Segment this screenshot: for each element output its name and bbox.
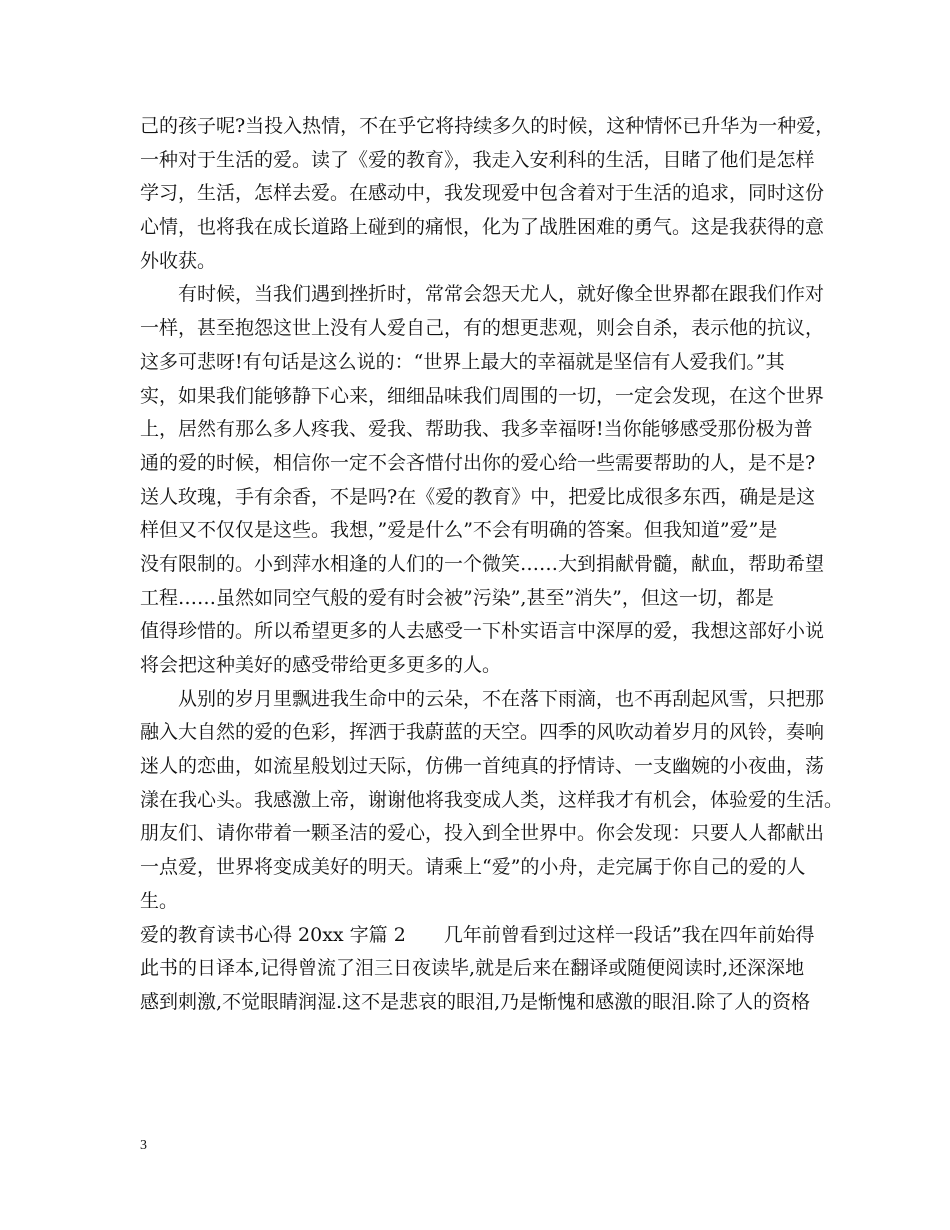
- text-line: 工程……虽然如同空气般的爱有时会被”污染”,甚至”消失”，但这一切，都是: [140, 586, 774, 609]
- text-line: 朋友们、请你带着一颗圣洁的爱心，投入到全世界中。你会发现：只要人人都献出: [140, 822, 825, 845]
- text-line: 外收获。: [140, 249, 217, 272]
- text-line: 感到刺激,不觉眼睛润湿.这不是悲哀的眼泪,乃是惭愧和感激的眼泪.除了人的资格: [140, 990, 811, 1013]
- text-line: 一种对于生活的爱。读了《爱的教育》，我走入安利科的生活，目睹了他们是怎样: [140, 148, 815, 171]
- text-line: 爱的教育读书心得 20xx 字篇 2 几年前曾看到过这样一段话”我在四年前始得: [140, 923, 815, 946]
- text-line: 实，如果我们能够静下心来，细细品味我们周围的一切，一定会发现，在这个世界: [140, 384, 825, 407]
- text-line: 将会把这种美好的感受带给更多更多的人。: [140, 654, 502, 676]
- text-line: 有时候，当我们遇到挫折时，常常会怨天尤人，就好像全世界都在跟我们作对: [140, 283, 825, 306]
- text-line: 一样，甚至抱怨这世上没有人爱自己，有的想更悲观，则会自杀，表示他的抗议，: [140, 317, 825, 340]
- page-number: 3: [140, 1138, 147, 1153]
- text-line: 融入大自然的爱的色彩，挥洒于我蔚蓝的天空。四季的风吹动着岁月的风铃，奏响: [140, 721, 825, 744]
- text-line: 从别的岁月里飘进我生命中的云朵，不在落下雨滴，也不再刮起风雪，只把那: [140, 687, 825, 710]
- text-line: 通的爱的时候，相信你一定不会吝惜付出你的爱心给一些需要帮助的人，是不是?: [140, 451, 816, 474]
- text-line: 值得珍惜的。所以希望更多的人去感受一下朴实语言中深厚的爱，我想这部好小说: [140, 620, 825, 643]
- text-line: 生。: [140, 889, 179, 912]
- text-line: 上，居然有那么多人疼我、爱我、帮助我、我多幸福呀!当你能够感受那份极为普: [140, 418, 813, 441]
- text-line: 己的孩子呢?当投入热情，不在乎它将持续多久的时候，这种情怀已升华为一种爱，: [140, 115, 835, 137]
- text-line: 学习，生活，怎样去爱。在感动中，我发现爱中包含着对于生活的追求，同时这份: [140, 182, 825, 205]
- text-line: 样但又不仅仅是这些。我想，”爱是什么”不会有明确的答案。但我知道”爱”是: [140, 519, 778, 542]
- text-line: 一点爱，世界将变成美好的明天。请乘上“爱”的小舟，走完属于你自己的爱的人: [140, 856, 806, 879]
- text-line: 心情，也将我在成长道路上碰到的痛恨，化为了战胜困难的勇气。这是我获得的意: [140, 216, 825, 239]
- text-line: 漾在我心头。我感激上帝，谢谢他将我变成人类，这样我才有机会，体验爱的生活。: [140, 788, 844, 811]
- text-line: 没有限制的。小到萍水相逢的人们的一个微笑……大到捐献骨髓，献血，帮助希望: [140, 552, 825, 575]
- text-line: 此书的日译本,记得曾流了泪三日夜读毕,就是后来在翻译或随便阅读时,还深深地: [140, 957, 805, 980]
- text-line: 迷人的恋曲，如流星般划过天际，仿佛一首纯真的抒情诗、一支幽婉的小夜曲，荡: [140, 755, 825, 778]
- text-line: 这多可悲呀!有句话是这么说的：“世界上最大的幸福就是坚信有人爱我们。”其: [140, 350, 785, 373]
- body-text: [140, 110, 844, 1020]
- text-line: 送人玫瑰，手有余香，不是吗?在《爱的教育》中，把爱比成很多东西，确是是这: [140, 485, 816, 508]
